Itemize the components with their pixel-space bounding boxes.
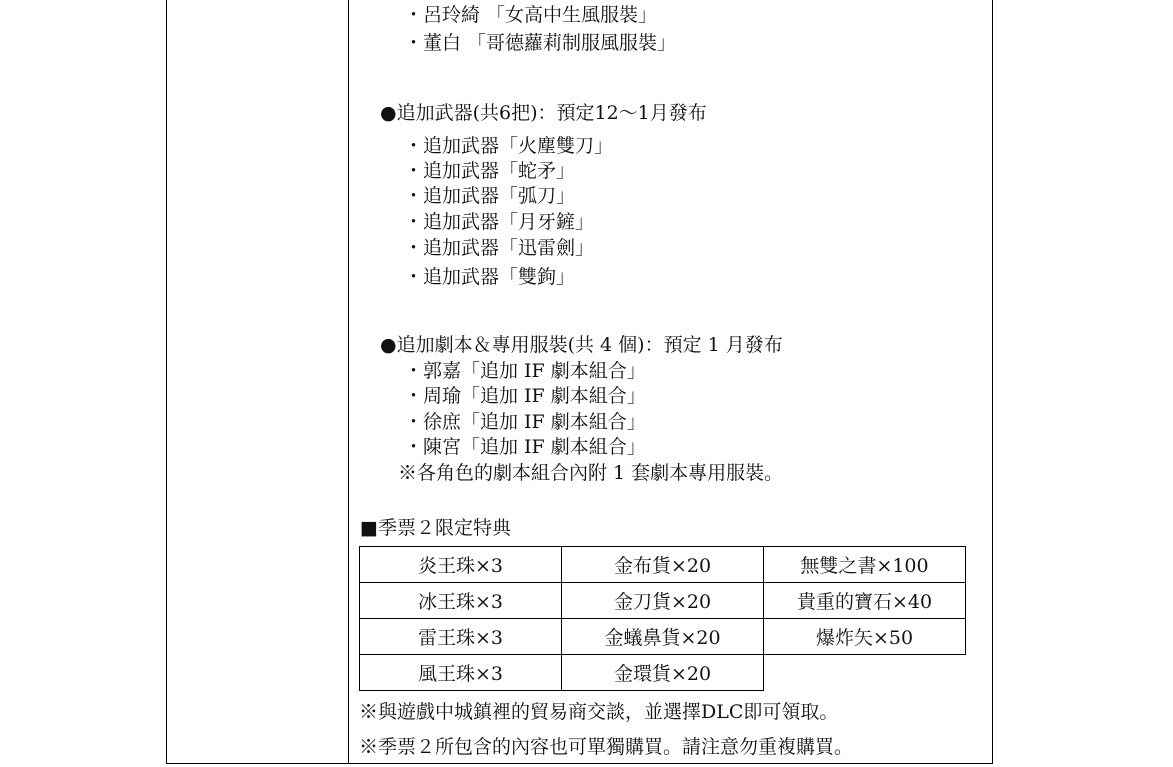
list-item: ・追加武器「蛇矛」 [404, 160, 576, 182]
list-item: ・追加武器「迅雷劍」 [404, 237, 595, 259]
table-cell: 金刀貨×20 [562, 583, 764, 619]
table-cell: 金布貨×20 [562, 547, 764, 583]
table-cell: 冰王珠×3 [360, 583, 562, 619]
list-item: ・追加武器「雙鉤」 [404, 266, 576, 288]
table-row [360, 583, 966, 619]
bonus-heading: ■季票２限定特典 [360, 517, 511, 539]
list-item: ・追加武器「火塵雙刀」 [404, 135, 614, 157]
table-cell: 金環貨×20 [562, 655, 764, 691]
table-cell: 貴重的寶石×40 [764, 583, 966, 619]
list-item: ・追加武器「月牙鏟」 [404, 211, 595, 233]
table-cell: 無雙之書×100 [764, 547, 966, 583]
table-cell: 金蟻鼻貨×20 [562, 619, 764, 655]
bonus-note: ※季票２所包含的內容也可單獨購買。請注意勿重複購買。 [359, 736, 854, 758]
column-divider [348, 0, 349, 764]
table-cell: 炎王珠×3 [360, 547, 562, 583]
list-item: ・陳宮「追加 IF 劇本組合」 [404, 436, 646, 458]
scenarios-heading: ●追加劇本＆專用服裝(共 4 個)：預定 1 月發布 [380, 334, 783, 356]
bonus-note: ※與遊戲中城鎮裡的貿易商交談，並選擇DLC即可領取。 [359, 701, 839, 723]
table-cell: 雷王珠×3 [360, 619, 562, 655]
list-item: ・追加武器「弧刀」 [404, 185, 576, 207]
list-item: ・郭嘉「追加 IF 劇本組合」 [404, 360, 646, 382]
table-cell: 爆炸矢×50 [764, 619, 966, 655]
bonus-table [359, 546, 966, 691]
list-item: ・周瑜「追加 IF 劇本組合」 [404, 385, 646, 407]
table-cell-empty [764, 655, 966, 691]
list-item: ・董白 「哥德蘿莉制服風服裝」 [404, 32, 677, 54]
table-row [360, 655, 966, 691]
list-item: ・徐庶「追加 IF 劇本組合」 [404, 411, 646, 433]
weapons-heading: ●追加武器(共6把)：預定12～1月發布 [380, 102, 707, 124]
table-cell: 風王珠×3 [360, 655, 562, 691]
table-row [360, 619, 966, 655]
scenarios-note: ※各角色的劇本組合內附 1 套劇本專用服裝。 [398, 462, 784, 484]
table-row [360, 547, 966, 583]
list-item: ・呂玲綺 「女高中生風服裝」 [404, 4, 658, 26]
